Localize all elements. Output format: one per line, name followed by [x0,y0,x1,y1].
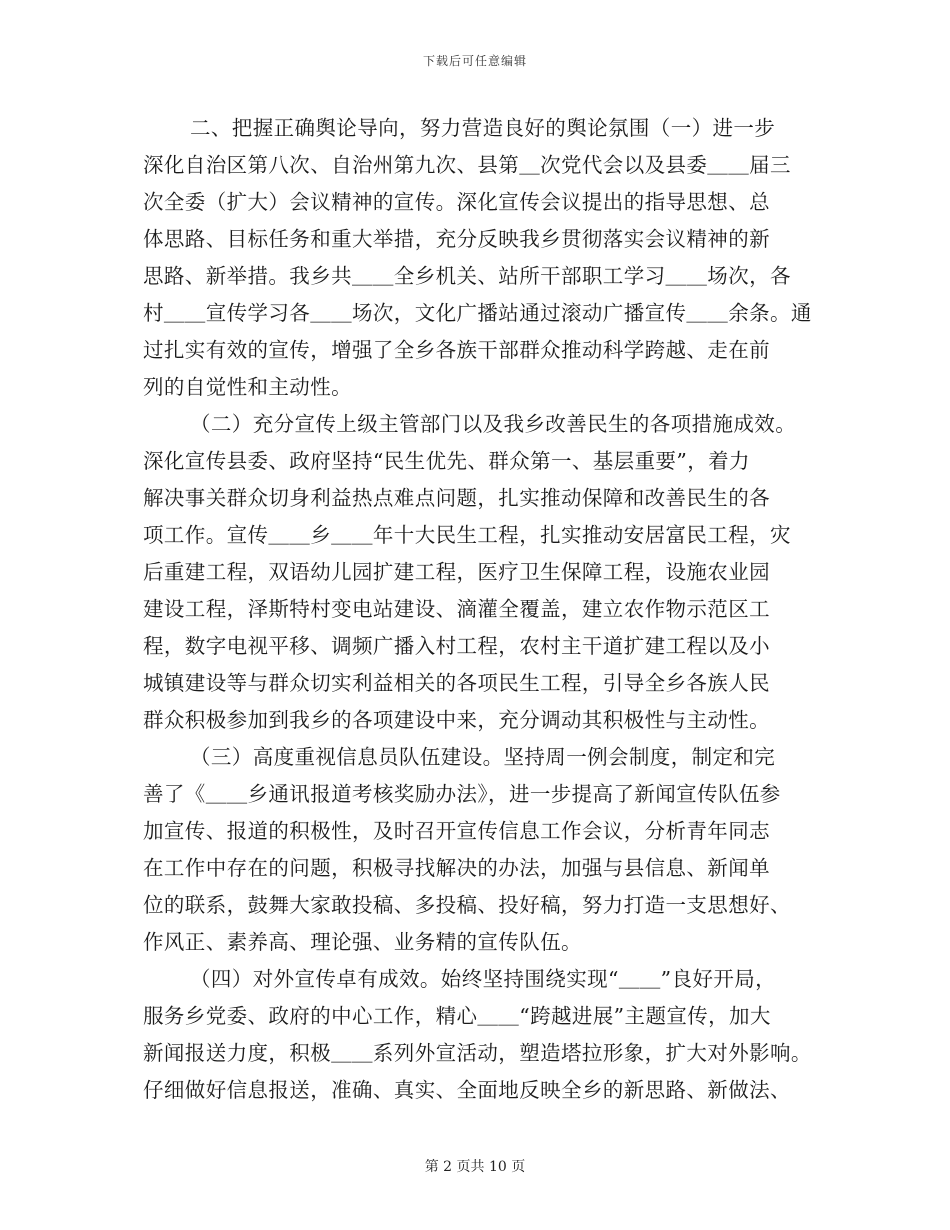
text-line: （二）充分宣传上级主管部门以及我乡改善民生的各项措施成效。 [190,412,797,436]
text-line: 建设工程，泽斯特村变电站建设、滴灌全覆盖，建立农作物示范区工 [143,597,770,621]
text-line: 仔细做好信息报送，准确、真实、全面地反映全乡的新思路、新做法、 [143,1078,791,1102]
text-line: 深化宣传县委、政府坚持“民生优先、群众第一、基层重要”，着力 [143,449,750,473]
text-line: 作风正、素养高、理论强、业务精的宣传队伍。 [143,930,582,954]
text-line: 服务乡党委、政府的中心工作，精心＿＿“跨越进展”主题宣传，加大 [143,1004,771,1028]
text-line: 解决事关群众切身利益热点难点问题，扎实推动保障和改善民生的各 [143,486,770,510]
text-line: 城镇建设等与群众切实利益相关的各项民生工程，引导全乡各族人民 [143,671,770,695]
text-line: 村＿＿宣传学习各＿＿场次，文化广播站通过滚动广播宣传＿＿余条。通 [143,301,812,325]
text-line: （四）对外宣传卓有成效。始终坚持围绕实现“＿＿”良好开局， [190,967,777,991]
page-header-note: 下载后可任意编辑 [422,54,527,68]
text-line: 二、把握正确舆论导向，努力营造良好的舆论氛围（一）进一步 [190,116,776,140]
text-line: 程，数字电视平移、调频广播入村工程，农村主干道扩建工程以及小 [143,634,770,658]
text-line: 列的自觉性和主动性。 [143,375,352,399]
text-line: 加宣传、报道的积极性，及时召开宣传信息工作会议，分析青年同志 [143,819,770,843]
text-line: 新闻报送力度，积极＿＿系列外宣活动，塑造塔拉形象，扩大对外影响。 [143,1041,812,1065]
text-line: 在工作中存在的问题，积极寻找解决的办法，加强与县信息、新闻单 [143,856,770,880]
text-line: 次全委（扩大）会议精神的宣传。深化宣传会议提出的指导思想、总 [143,190,770,214]
text-line: 过扎实有效的宣传，增强了全乡各族干部群众推动科学跨越、走在前 [143,338,770,362]
text-line: 体思路、目标任务和重大举措，充分反映我乡贯彻落实会议精神的新 [143,227,770,251]
text-line: 项工作。宣传＿＿乡＿＿年十大民生工程，扎实推动安居富民工程，灾 [143,523,791,547]
text-line: 善了《＿＿乡通讯报道考核奖励办法》，进一步提高了新闻宣传队伍参 [143,782,781,806]
text-line: 位的联系，鼓舞大家敢投稿、多投稿、投好稿，努力打造一支思想好、 [143,893,791,917]
text-line: 群众积极参加到我乡的各项建设中来，充分调动其积极性与主动性。 [143,708,770,732]
text-line: 思路、新举措。我乡共＿＿全乡机关、站所干部职工学习＿＿场次，各 [143,264,791,288]
text-line: 后重建工程，双语幼儿园扩建工程，医疗卫生保障工程，设施农业园 [143,560,770,584]
page-number: 第 2 页共 10 页 [424,1159,526,1175]
text-line: 深化自治区第八次、自治州第九次、县第＿次党代会以及县委＿＿届三 [143,153,791,177]
text-line: （三）高度重视信息员队伍建设。坚持周一例会制度，制定和完 [190,745,776,769]
